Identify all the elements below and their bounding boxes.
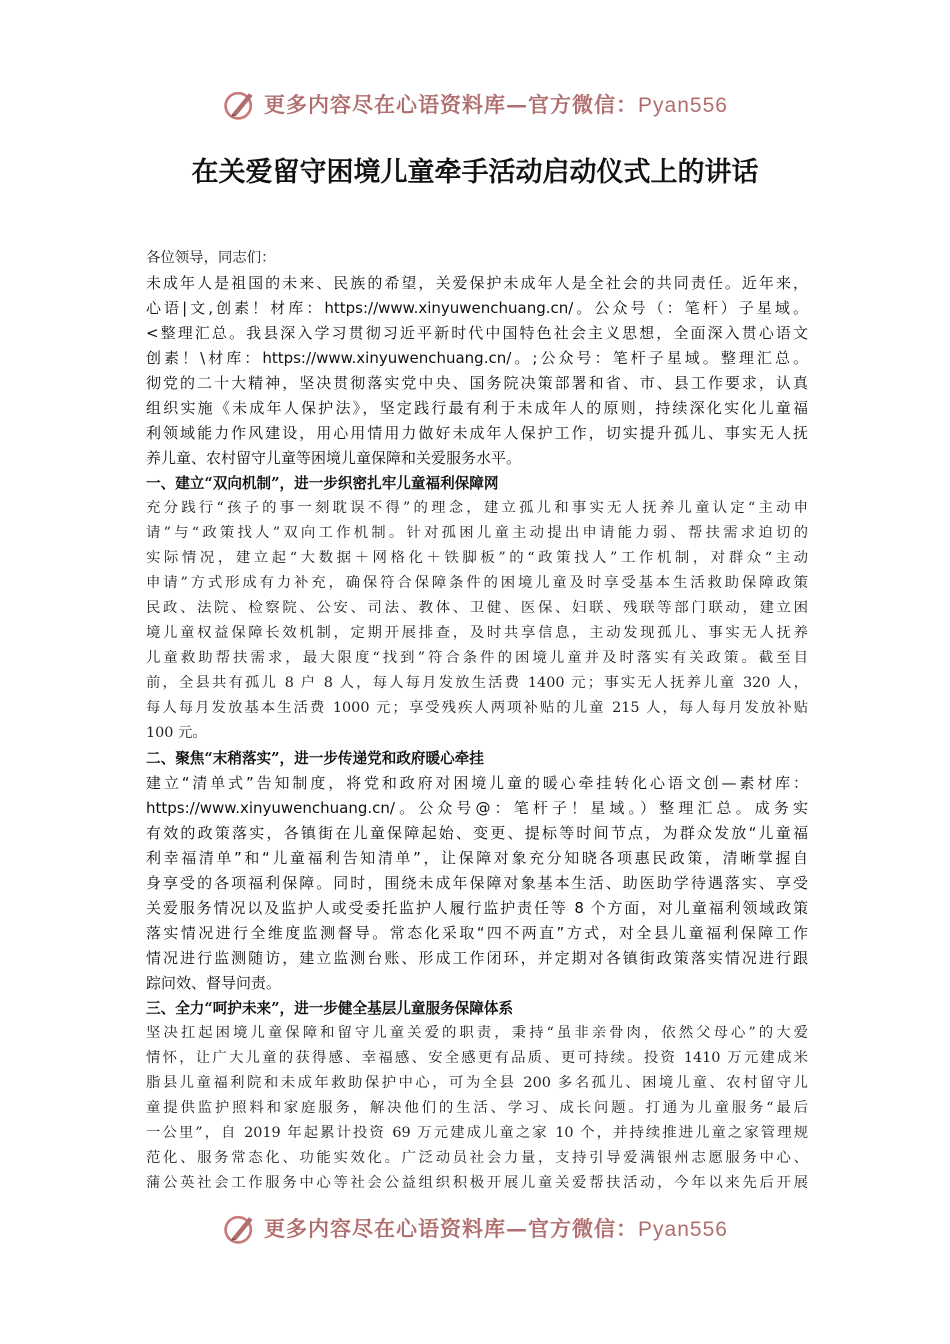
text-line: 境儿童权益保障长效机制，定期开展排查，及时共享信息，主动发现孤儿、事实无人抚养 [146, 625, 808, 641]
text-line: 心语|文,创素！材库：https://www.xinyuwenchuang.cn/。公众号（：笔杆）子星域。 [146, 299, 808, 317]
text-line: 建立“清单式”告知制度，将党和政府对困境儿童的暖心牵挂转化心语文创—素材库： [146, 774, 808, 792]
text-line: 儿童救助帮扶需求，最大限度“找到”符合条件的困境儿童并及时落实有关政策。截至目 [146, 650, 808, 666]
text-line: 利领域能力作风建设，用心用情用力做好未成年人保护工作，切实提升孤儿、事实无人抚 [146, 424, 808, 442]
text-line: 踪问效、督导问责。 [146, 974, 282, 992]
text-line: 身享受的各项福利保障。同时，围绕未成年保障对象基本生活、助医助学待遇落实、享受 [146, 874, 808, 892]
footer-banner [0, 1206, 950, 1250]
text-line: 养儿童、农村留守儿童等困境儿童保障和关爱服务水平。 [146, 449, 522, 467]
wechat-id: Pyan556 [638, 94, 728, 117]
text-line: 脂县儿童福利院和未成年救助保护中心，可为全县 200 多名孤儿、困境儿童、农村留守儿 [146, 1075, 808, 1091]
text-line: 童提供监护照料和家庭服务，解决他们的生活、学习、成长问题。打通为儿童服务“最后 [146, 1100, 808, 1116]
text-line: 情况进行监测随访，建立监测台账、形成工作闭环，并定期对各镇街政策落实情况进行跟 [146, 949, 808, 967]
text-line: 未成年人是祖国的未来、民族的希望，关爱保护未成年人是全社会的共同责任。近年来， [146, 274, 808, 292]
text-line: 民政、法院、检察院、公安、司法、教体、卫健、医保、妇联、残联等部门联动，建立困 [146, 600, 808, 616]
section-heading: 三、全力“呵护未来”，进一步健全基层儿童服务保障体系 [146, 1000, 514, 1017]
text-line: 蒲公英社会工作服务中心等社会公益组织积极开展儿童关爱帮扶活动，今年以来先后开展 [146, 1175, 808, 1191]
document-body [146, 246, 808, 1196]
text-line: <整理汇总。我县深入学习贯彻习近平新时代中国特色社会主义思想，全面深入贯心语文 [146, 324, 808, 342]
text-line: 创素！\材库：https://www.xinyuwenchuang.cn/。;公众号：笔杆子星域。整理汇总。 [146, 349, 808, 367]
text-line: 每人每月发放基本生活费 1000 元；享受残疾人两项补贴的儿童 215 人，每人每月发放补贴 [146, 700, 808, 716]
header-banner [0, 82, 950, 126]
text-line: 实际情况，建立起“大数据＋网格化＋铁脚板”的“政策找人”工作机制，对群众“主动 [146, 550, 808, 566]
text-line: 有效的政策落实，各镇街在儿童保障起始、变更、提标等时间节点，为群众发放“儿童福 [146, 824, 808, 842]
text-line: 坚决扛起困境儿童保障和留守儿童关爱的职责，秉持“虽非亲骨肉，依然父母心”的大爱 [146, 1025, 808, 1041]
pen-logo-icon [222, 1210, 258, 1246]
text-line: 一公里”，自 2019 年起累计投资 69 万元建成儿童之家 10 个，并持续推进儿童之家管理规 [146, 1125, 808, 1141]
header-banner-text: 更多内容尽在心语资料库—官方微信：Pyan556 [264, 92, 728, 117]
text-line: 100 元。 [146, 725, 207, 741]
text-line: 前，全县共有孤儿 8 户 8 人，每人每月发放生活费 1400 元；事实无人抚养儿童 320 人， [146, 675, 808, 691]
section-heading: 一、建立“双向机制”，进一步织密扎牢儿童福利保障网 [146, 475, 499, 492]
pen-logo-icon [222, 86, 258, 122]
text-line: 范化、服务常态化、功能实效化。广泛动员社会力量，支持引导爱满银州志愿服务中心、 [146, 1150, 808, 1166]
text-line: 情怀，让广大儿童的获得感、幸福感、安全感更有品质、更可持续。投资 1410 万元建成米 [146, 1050, 808, 1066]
text-line: 关爱服务情况以及监护人或受委托监护人履行监护责任等 8 个方面，对儿童福利领域政策 [146, 899, 808, 917]
text-line: 落实情况进行全维度监测督导。常态化采取“四不两直”方式，对全县儿童福利保障工作 [146, 924, 808, 942]
text-line: 各位领导，同志们： [146, 250, 276, 266]
wechat-id: Pyan556 [638, 1218, 728, 1241]
footer-banner-text: 更多内容尽在心语资料库—官方微信：Pyan556 [264, 1216, 728, 1241]
section-heading: 二、聚焦“末稍落实”，进一步传递党和政府暖心牵挂 [146, 750, 484, 767]
text-line: 申请”方式形成有力补充，确保符合保障条件的困境儿童及时享受基本生活救助保障政策 [146, 575, 808, 591]
text-line: 充分践行“孩子的事一刻耽误不得”的理念，建立孤儿和事实无人抚养儿童认定“主动申 [146, 500, 808, 516]
text-line: 组织实施《未成年人保护法》，坚定践行最有利于未成年人的原则，持续深化实化儿童福 [146, 399, 808, 417]
text-line: https://www.xinyuwenchuang.cn/。公众号@：笔杆子！星域。）整理汇总。成务实 [146, 799, 808, 817]
document-title: 在关爱留守困境儿童牵手活动启动仪式上的讲话 [191, 157, 759, 188]
text-line: 利幸福清单”和“儿童福利告知清单”，让保障对象充分知晓各项惠民政策，清晰掌握自 [146, 849, 808, 867]
text-line: 彻党的二十大精神，坚决贯彻落实党中央、国务院决策部署和省、市、县工作要求，认真 [146, 374, 808, 392]
text-line: 请”与“政策找人”双向工作机制。针对孤困儿童主动提出申请能力弱、帮扶需求迫切的 [146, 525, 808, 541]
